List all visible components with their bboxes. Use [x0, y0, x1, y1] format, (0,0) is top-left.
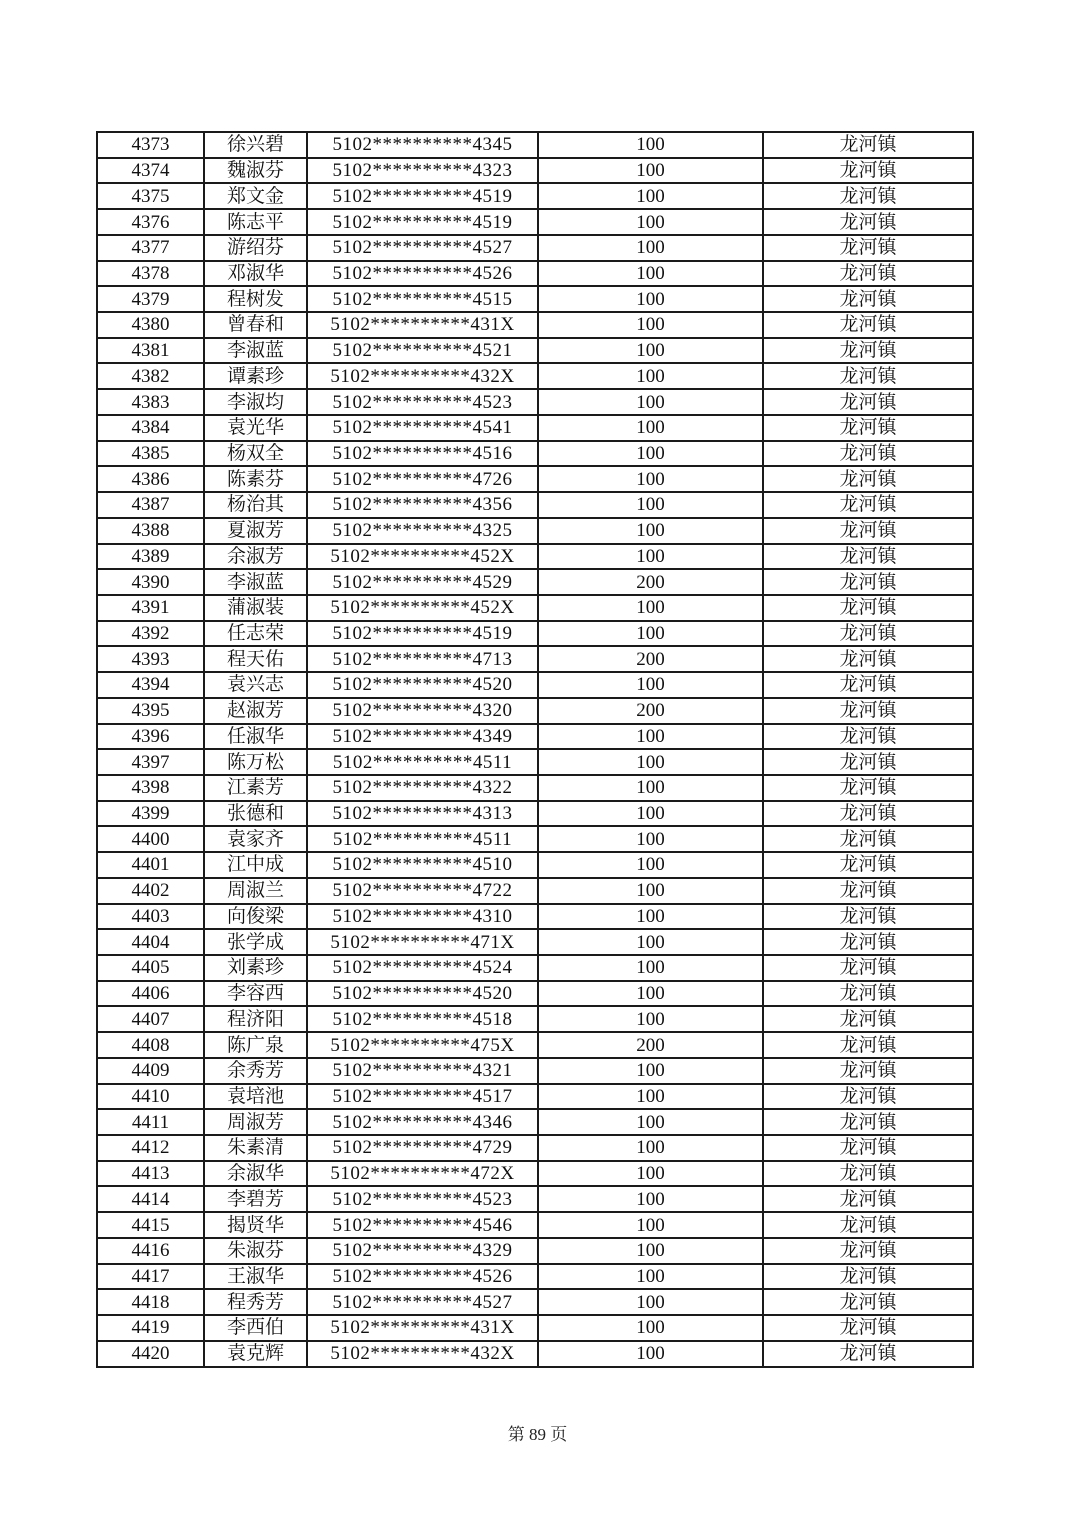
name-cell: 袁兴志 [204, 672, 307, 698]
table-row [97, 1315, 973, 1341]
town-cell: 龙河镇 [763, 955, 973, 981]
town-cell: 龙河镇 [763, 981, 973, 1007]
town-cell: 龙河镇 [763, 312, 973, 338]
id-cell: 5102**********4517 [307, 1084, 538, 1110]
town-cell: 龙河镇 [763, 183, 973, 209]
id-cell: 5102**********4521 [307, 338, 538, 364]
id-cell: 5102**********452X [307, 595, 538, 621]
serial-cell: 4418 [97, 1289, 204, 1315]
id-cell: 5102**********4329 [307, 1238, 538, 1264]
serial-cell: 4417 [97, 1264, 204, 1290]
amount-cell: 100 [538, 183, 763, 209]
serial-cell: 4382 [97, 363, 204, 389]
town-cell: 龙河镇 [763, 1289, 973, 1315]
page-number-footer: 第 89 页 [507, 1425, 568, 1444]
id-cell: 5102**********4325 [307, 518, 538, 544]
id-cell: 5102**********4526 [307, 261, 538, 287]
town-cell: 龙河镇 [763, 338, 973, 364]
town-cell: 龙河镇 [763, 158, 973, 184]
amount-cell: 100 [538, 209, 763, 235]
name-cell: 余淑华 [204, 1161, 307, 1187]
id-cell: 5102**********4320 [307, 698, 538, 724]
id-cell: 5102**********4546 [307, 1212, 538, 1238]
table-row [97, 441, 973, 467]
table-row [97, 158, 973, 184]
serial-cell: 4393 [97, 646, 204, 672]
id-cell: 5102**********431X [307, 312, 538, 338]
id-cell: 5102**********4510 [307, 852, 538, 878]
serial-cell: 4384 [97, 415, 204, 441]
table-row [97, 1032, 973, 1058]
amount-cell: 100 [538, 286, 763, 312]
id-cell: 5102**********4349 [307, 724, 538, 750]
serial-cell: 4397 [97, 749, 204, 775]
id-cell: 5102**********4511 [307, 749, 538, 775]
amount-cell: 100 [538, 466, 763, 492]
serial-cell: 4411 [97, 1109, 204, 1135]
amount-cell: 100 [538, 1238, 763, 1264]
id-cell: 5102**********4345 [307, 132, 538, 158]
serial-cell: 4405 [97, 955, 204, 981]
name-cell: 余秀芳 [204, 1058, 307, 1084]
amount-cell: 100 [538, 261, 763, 287]
id-cell: 5102**********4713 [307, 646, 538, 672]
name-cell: 蒲淑装 [204, 595, 307, 621]
table-row [97, 415, 973, 441]
town-cell: 龙河镇 [763, 1212, 973, 1238]
serial-cell: 4390 [97, 569, 204, 595]
id-cell: 5102**********4526 [307, 1264, 538, 1290]
town-cell: 龙河镇 [763, 466, 973, 492]
town-cell: 龙河镇 [763, 1135, 973, 1161]
id-cell: 5102**********472X [307, 1161, 538, 1187]
id-cell: 5102**********4726 [307, 466, 538, 492]
amount-cell: 200 [538, 1032, 763, 1058]
id-cell: 5102**********471X [307, 929, 538, 955]
serial-cell: 4406 [97, 981, 204, 1007]
serial-cell: 4375 [97, 183, 204, 209]
name-cell: 刘素珍 [204, 955, 307, 981]
table-row [97, 1264, 973, 1290]
id-cell: 5102**********4519 [307, 209, 538, 235]
town-cell: 龙河镇 [763, 1084, 973, 1110]
amount-cell: 100 [538, 1006, 763, 1032]
name-cell: 程树发 [204, 286, 307, 312]
amount-cell: 100 [538, 363, 763, 389]
name-cell: 李碧芳 [204, 1186, 307, 1212]
table-row [97, 904, 973, 930]
town-cell: 龙河镇 [763, 492, 973, 518]
town-cell: 龙河镇 [763, 646, 973, 672]
serial-cell: 4404 [97, 929, 204, 955]
name-cell: 郑文金 [204, 183, 307, 209]
amount-cell: 100 [538, 1289, 763, 1315]
id-cell: 5102**********4527 [307, 1289, 538, 1315]
id-cell: 5102**********4515 [307, 286, 538, 312]
serial-cell: 4381 [97, 338, 204, 364]
town-cell: 龙河镇 [763, 286, 973, 312]
table-row [97, 132, 973, 158]
table-row [97, 209, 973, 235]
town-cell: 龙河镇 [763, 1161, 973, 1187]
name-cell: 张德和 [204, 801, 307, 827]
town-cell: 龙河镇 [763, 441, 973, 467]
serial-cell: 4401 [97, 852, 204, 878]
amount-cell: 100 [538, 955, 763, 981]
name-cell: 李淑均 [204, 389, 307, 415]
town-cell: 龙河镇 [763, 1186, 973, 1212]
town-cell: 龙河镇 [763, 878, 973, 904]
recipient-table [96, 131, 974, 1368]
id-cell: 5102**********432X [307, 363, 538, 389]
serial-cell: 4388 [97, 518, 204, 544]
town-cell: 龙河镇 [763, 132, 973, 158]
amount-cell: 100 [538, 672, 763, 698]
serial-cell: 4402 [97, 878, 204, 904]
serial-cell: 4415 [97, 1212, 204, 1238]
table-row [97, 852, 973, 878]
serial-cell: 4420 [97, 1341, 204, 1367]
id-cell: 5102**********4346 [307, 1109, 538, 1135]
name-cell: 魏淑芬 [204, 158, 307, 184]
name-cell: 揭贤华 [204, 1212, 307, 1238]
town-cell: 龙河镇 [763, 929, 973, 955]
amount-cell: 100 [538, 595, 763, 621]
amount-cell: 100 [538, 1135, 763, 1161]
table-row [97, 1289, 973, 1315]
name-cell: 陈广泉 [204, 1032, 307, 1058]
name-cell: 邓淑华 [204, 261, 307, 287]
name-cell: 谭素珍 [204, 363, 307, 389]
amount-cell: 100 [538, 826, 763, 852]
serial-cell: 4409 [97, 1058, 204, 1084]
serial-cell: 4380 [97, 312, 204, 338]
town-cell: 龙河镇 [763, 595, 973, 621]
amount-cell: 100 [538, 904, 763, 930]
table-row [97, 338, 973, 364]
amount-cell: 100 [538, 518, 763, 544]
id-cell: 5102**********4729 [307, 1135, 538, 1161]
town-cell: 龙河镇 [763, 1341, 973, 1367]
id-cell: 5102**********4356 [307, 492, 538, 518]
table-row [97, 724, 973, 750]
id-cell: 5102**********4310 [307, 904, 538, 930]
id-cell: 5102**********4313 [307, 801, 538, 827]
amount-cell: 200 [538, 646, 763, 672]
serial-cell: 4376 [97, 209, 204, 235]
town-cell: 龙河镇 [763, 672, 973, 698]
amount-cell: 100 [538, 1186, 763, 1212]
town-cell: 龙河镇 [763, 698, 973, 724]
name-cell: 袁培池 [204, 1084, 307, 1110]
id-cell: 5102**********4518 [307, 1006, 538, 1032]
name-cell: 江中成 [204, 852, 307, 878]
town-cell: 龙河镇 [763, 1264, 973, 1290]
table-row [97, 312, 973, 338]
name-cell: 江素芳 [204, 775, 307, 801]
name-cell: 袁克辉 [204, 1341, 307, 1367]
name-cell: 朱淑芬 [204, 1238, 307, 1264]
table-row [97, 801, 973, 827]
town-cell: 龙河镇 [763, 518, 973, 544]
table-row [97, 286, 973, 312]
name-cell: 周淑兰 [204, 878, 307, 904]
town-cell: 龙河镇 [763, 569, 973, 595]
amount-cell: 100 [538, 749, 763, 775]
amount-cell: 200 [538, 698, 763, 724]
table-row [97, 1084, 973, 1110]
table-row [97, 1135, 973, 1161]
name-cell: 陈志平 [204, 209, 307, 235]
id-cell: 5102**********4520 [307, 981, 538, 1007]
table-row [97, 775, 973, 801]
town-cell: 龙河镇 [763, 235, 973, 261]
name-cell: 朱素清 [204, 1135, 307, 1161]
serial-cell: 4383 [97, 389, 204, 415]
serial-cell: 4389 [97, 544, 204, 570]
id-cell: 5102**********4511 [307, 826, 538, 852]
name-cell: 李容西 [204, 981, 307, 1007]
amount-cell: 100 [538, 929, 763, 955]
table-row [97, 261, 973, 287]
table-row [97, 929, 973, 955]
id-cell: 5102**********4516 [307, 441, 538, 467]
amount-cell: 200 [538, 569, 763, 595]
id-cell: 5102**********4321 [307, 1058, 538, 1084]
name-cell: 陈万松 [204, 749, 307, 775]
name-cell: 徐兴碧 [204, 132, 307, 158]
table-row [97, 1238, 973, 1264]
name-cell: 任志荣 [204, 621, 307, 647]
amount-cell: 100 [538, 158, 763, 184]
id-cell: 5102**********4519 [307, 183, 538, 209]
table-row [97, 1341, 973, 1367]
table-row [97, 1186, 973, 1212]
town-cell: 龙河镇 [763, 904, 973, 930]
town-cell: 龙河镇 [763, 801, 973, 827]
amount-cell: 100 [538, 852, 763, 878]
id-cell: 5102**********4519 [307, 621, 538, 647]
table-row [97, 492, 973, 518]
name-cell: 张学成 [204, 929, 307, 955]
serial-cell: 4399 [97, 801, 204, 827]
serial-cell: 4416 [97, 1238, 204, 1264]
serial-cell: 4403 [97, 904, 204, 930]
serial-cell: 4414 [97, 1186, 204, 1212]
amount-cell: 100 [538, 981, 763, 1007]
amount-cell: 100 [538, 1212, 763, 1238]
name-cell: 向俊梁 [204, 904, 307, 930]
id-cell: 5102**********4523 [307, 389, 538, 415]
amount-cell: 100 [538, 544, 763, 570]
id-cell: 5102**********4527 [307, 235, 538, 261]
name-cell: 夏淑芳 [204, 518, 307, 544]
town-cell: 龙河镇 [763, 1032, 973, 1058]
amount-cell: 100 [538, 441, 763, 467]
town-cell: 龙河镇 [763, 1238, 973, 1264]
table-row [97, 621, 973, 647]
name-cell: 赵淑芳 [204, 698, 307, 724]
town-cell: 龙河镇 [763, 389, 973, 415]
amount-cell: 100 [538, 1084, 763, 1110]
id-cell: 5102**********4541 [307, 415, 538, 441]
table-row [97, 1161, 973, 1187]
amount-cell: 100 [538, 1264, 763, 1290]
amount-cell: 100 [538, 492, 763, 518]
town-cell: 龙河镇 [763, 724, 973, 750]
id-cell: 5102**********432X [307, 1341, 538, 1367]
name-cell: 余淑芳 [204, 544, 307, 570]
id-cell: 5102**********475X [307, 1032, 538, 1058]
id-cell: 5102**********4722 [307, 878, 538, 904]
serial-cell: 4396 [97, 724, 204, 750]
name-cell: 游绍芬 [204, 235, 307, 261]
town-cell: 龙河镇 [763, 544, 973, 570]
table-row [97, 878, 973, 904]
name-cell: 袁光华 [204, 415, 307, 441]
amount-cell: 100 [538, 775, 763, 801]
id-cell: 5102**********452X [307, 544, 538, 570]
amount-cell: 100 [538, 1058, 763, 1084]
town-cell: 龙河镇 [763, 1006, 973, 1032]
amount-cell: 100 [538, 415, 763, 441]
serial-cell: 4392 [97, 621, 204, 647]
name-cell: 陈素芬 [204, 466, 307, 492]
name-cell: 曾春和 [204, 312, 307, 338]
serial-cell: 4394 [97, 672, 204, 698]
name-cell: 王淑华 [204, 1264, 307, 1290]
town-cell: 龙河镇 [763, 1109, 973, 1135]
serial-cell: 4386 [97, 466, 204, 492]
name-cell: 周淑芳 [204, 1109, 307, 1135]
name-cell: 程秀芳 [204, 1289, 307, 1315]
serial-cell: 4412 [97, 1135, 204, 1161]
name-cell: 李淑蓝 [204, 338, 307, 364]
table-row [97, 518, 973, 544]
table-row [97, 235, 973, 261]
town-cell: 龙河镇 [763, 775, 973, 801]
id-cell: 5102**********4520 [307, 672, 538, 698]
table-row [97, 595, 973, 621]
name-cell: 杨双全 [204, 441, 307, 467]
table-row [97, 672, 973, 698]
serial-cell: 4407 [97, 1006, 204, 1032]
town-cell: 龙河镇 [763, 261, 973, 287]
serial-cell: 4387 [97, 492, 204, 518]
town-cell: 龙河镇 [763, 209, 973, 235]
serial-cell: 4400 [97, 826, 204, 852]
name-cell: 李淑蓝 [204, 569, 307, 595]
id-cell: 5102**********4322 [307, 775, 538, 801]
name-cell: 杨治其 [204, 492, 307, 518]
town-cell: 龙河镇 [763, 1315, 973, 1341]
name-cell: 程济阳 [204, 1006, 307, 1032]
serial-cell: 4410 [97, 1084, 204, 1110]
serial-cell: 4378 [97, 261, 204, 287]
serial-cell: 4379 [97, 286, 204, 312]
town-cell: 龙河镇 [763, 415, 973, 441]
table-row [97, 466, 973, 492]
table-row [97, 981, 973, 1007]
name-cell: 任淑华 [204, 724, 307, 750]
amount-cell: 100 [538, 801, 763, 827]
town-cell: 龙河镇 [763, 826, 973, 852]
serial-cell: 4413 [97, 1161, 204, 1187]
serial-cell: 4377 [97, 235, 204, 261]
amount-cell: 100 [538, 389, 763, 415]
id-cell: 5102**********4523 [307, 1186, 538, 1212]
amount-cell: 100 [538, 1109, 763, 1135]
serial-cell: 4419 [97, 1315, 204, 1341]
town-cell: 龙河镇 [763, 621, 973, 647]
table-row [97, 826, 973, 852]
amount-cell: 100 [538, 132, 763, 158]
id-cell: 5102**********4323 [307, 158, 538, 184]
serial-cell: 4391 [97, 595, 204, 621]
amount-cell: 100 [538, 1341, 763, 1367]
table-row [97, 1006, 973, 1032]
amount-cell: 100 [538, 724, 763, 750]
serial-cell: 4385 [97, 441, 204, 467]
amount-cell: 100 [538, 312, 763, 338]
table-row [97, 1109, 973, 1135]
table-row [97, 569, 973, 595]
amount-cell: 100 [538, 338, 763, 364]
serial-cell: 4373 [97, 132, 204, 158]
id-cell: 5102**********4529 [307, 569, 538, 595]
town-cell: 龙河镇 [763, 1058, 973, 1084]
serial-cell: 4374 [97, 158, 204, 184]
name-cell: 李西伯 [204, 1315, 307, 1341]
name-cell: 程天佑 [204, 646, 307, 672]
table-row [97, 544, 973, 570]
table-row [97, 363, 973, 389]
serial-cell: 4408 [97, 1032, 204, 1058]
table-row [97, 389, 973, 415]
name-cell: 袁家齐 [204, 826, 307, 852]
amount-cell: 100 [538, 235, 763, 261]
town-cell: 龙河镇 [763, 852, 973, 878]
town-cell: 龙河镇 [763, 363, 973, 389]
amount-cell: 100 [538, 878, 763, 904]
serial-cell: 4398 [97, 775, 204, 801]
table-row [97, 749, 973, 775]
table-row [97, 955, 973, 981]
serial-cell: 4395 [97, 698, 204, 724]
id-cell: 5102**********4524 [307, 955, 538, 981]
table-row [97, 646, 973, 672]
town-cell: 龙河镇 [763, 749, 973, 775]
table-row [97, 698, 973, 724]
amount-cell: 100 [538, 1315, 763, 1341]
table-row [97, 1212, 973, 1238]
amount-cell: 100 [538, 621, 763, 647]
recipient-table-body [97, 132, 973, 1367]
table-row [97, 183, 973, 209]
table-row [97, 1058, 973, 1084]
amount-cell: 100 [538, 1161, 763, 1187]
id-cell: 5102**********431X [307, 1315, 538, 1341]
